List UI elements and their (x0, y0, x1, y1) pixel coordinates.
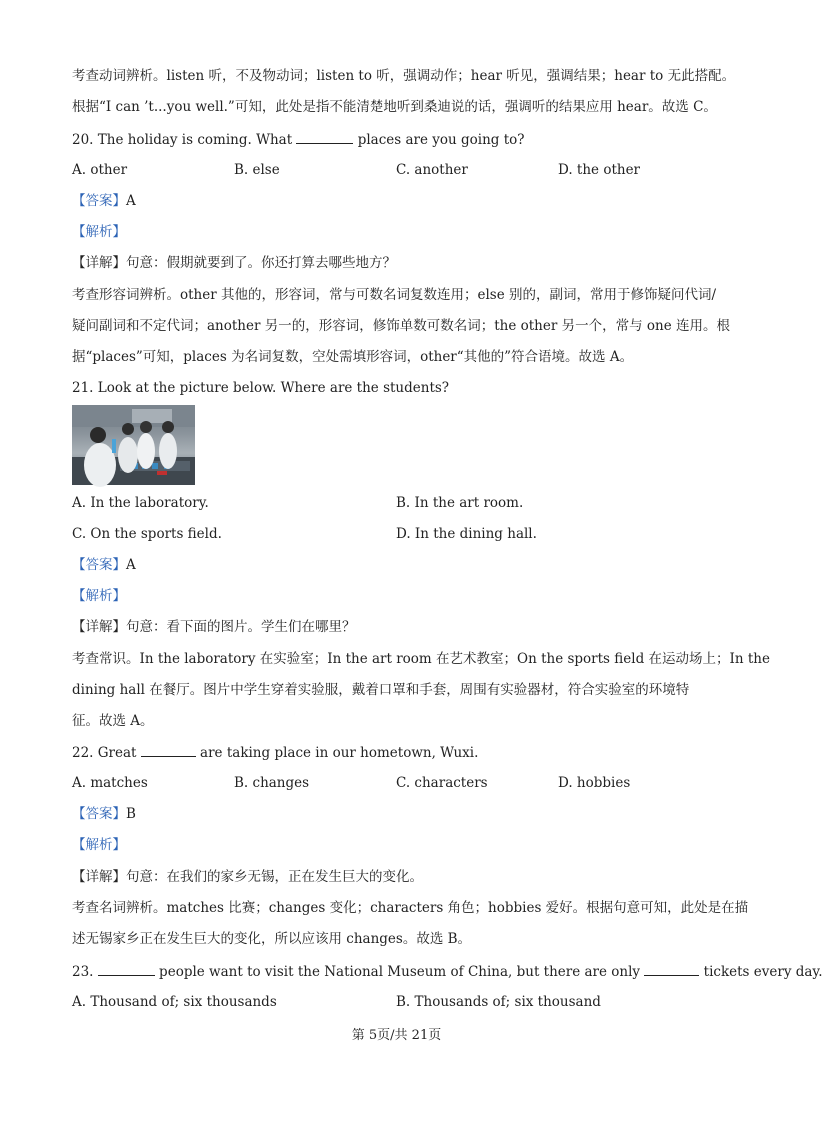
q23-stem-prefix: 23. (72, 964, 98, 980)
q21-option-d: D. In the dining hall. (396, 526, 537, 542)
question-22 (72, 743, 478, 762)
intro-line-2: 根据“I can ’t...you well.”可知，此处是指不能清楚地听到桑迪说的话，强调听的结果应用 hear。故选 C。 (72, 99, 717, 115)
detail-text: 句意：假期就要到了。你还打算去哪些地方？ (126, 255, 396, 271)
q22-option-d: D. hobbies (558, 775, 631, 791)
q21-analysis-tag: 【解析】 (72, 588, 126, 604)
q21-answer (72, 556, 136, 574)
q23-stem-after: tickets every day. (699, 964, 823, 980)
q21-option-c: C. On the sports field. (72, 526, 222, 542)
answer-tag: 【答案】 (72, 557, 126, 573)
q22-option-c: C. characters (396, 775, 488, 791)
question-21: 21. Look at the picture below. Where are the students? (72, 380, 450, 396)
answer-value: A (126, 557, 136, 573)
q22-detail (72, 868, 423, 886)
q20-option-b: B. else (234, 162, 280, 178)
q22-stem-after: are taking place in our hometown, Wuxi. (195, 745, 479, 761)
q21-explanation-3: 征。故选 A。 (72, 713, 154, 729)
q22-stem-before: 22. Great (72, 745, 141, 761)
q22-answer (72, 805, 136, 823)
q20-option-d: D. the other (558, 162, 641, 178)
detail-tag: 【详解】 (72, 255, 126, 271)
page-footer: 第 5页/共 21页 (351, 1028, 442, 1043)
detail-text: 句意：看下面的图片。学生们在哪里？ (126, 619, 356, 635)
q20-explanation-2: 疑问副词和不定代词；another 另一的，形容词，修饰单数可数名词；the other 另一个，常与 one 连用。根 (72, 318, 730, 334)
q23-stem-mid: people want to visit the National Museum of China, but there are only (154, 964, 645, 980)
q20-explanation-1: 考查形容词辨析。other 其他的，形容词，常与可数名词复数连用；else 别的，副词，常用于修饰疑问代词/ (72, 287, 717, 303)
q21-option-b: B. In the art room. (396, 495, 524, 511)
q23-blank-2 (644, 962, 699, 976)
q22-explanation-2: 述无锡家乡正在发生巨大的变化，所以应该用 changes。故选 B。 (72, 931, 472, 947)
detail-text: 句意：在我们的家乡无锡，正在发生巨大的变化。 (126, 869, 423, 885)
q21-explanation-1: 考查常识。In the laboratory 在实验室；In the art room 在艺术教室；On the sports field 在运动场上；In the (72, 651, 770, 667)
answer-tag: 【答案】 (72, 193, 126, 209)
q22-explanation-1: 考查名词辨析。matches 比赛；changes 变化；characters 角色；hobbies 爱好。根据句意可知，此处是在描 (72, 900, 749, 916)
q21-explanation-2: dining hall 在餐厅。图片中学生穿着实验服，戴着口罩和手套，周围有实验器材，符合实验室的环境特 (72, 682, 690, 698)
answer-value: B (126, 806, 136, 822)
q20-stem-after: places are you going to? (353, 132, 525, 148)
q20-option-c: C. another (396, 162, 468, 178)
q20-detail (72, 254, 396, 272)
q22-option-a: A. matches (72, 775, 148, 791)
detail-tag: 【详解】 (72, 619, 126, 635)
q20-stem-before: 20. The holiday is coming. What (72, 132, 297, 148)
q20-explanation-3: 据“places”可知，places 为名词复数，空处需填形容词，other“其他的”符合语境。故选 A。 (72, 349, 634, 365)
laboratory-photo (72, 405, 195, 485)
q20-option-a: A. other (72, 162, 128, 178)
q20-blank (296, 130, 353, 144)
q23-blank-1 (98, 962, 155, 976)
question-23 (72, 962, 823, 981)
answer-value: A (126, 193, 136, 209)
q21-option-a: A. In the laboratory. (72, 495, 209, 511)
q20-answer (72, 192, 136, 210)
q22-analysis-tag: 【解析】 (72, 837, 126, 853)
q22-blank (141, 743, 196, 757)
q21-detail (72, 618, 356, 636)
q20-analysis-tag: 【解析】 (72, 224, 126, 240)
q22-option-b: B. changes (234, 775, 310, 791)
question-20 (72, 130, 525, 149)
detail-tag: 【详解】 (72, 869, 126, 885)
intro-line-1: 考查动词辨析。listen 听，不及物动词；listen to 听，强调动作；hear 听见，强调结果；hear to 无此搭配。 (72, 68, 736, 84)
answer-tag: 【答案】 (72, 806, 126, 822)
q23-option-b: B. Thousands of; six thousand (396, 994, 601, 1010)
q23-option-a: A. Thousand of; six thousands (72, 994, 277, 1010)
